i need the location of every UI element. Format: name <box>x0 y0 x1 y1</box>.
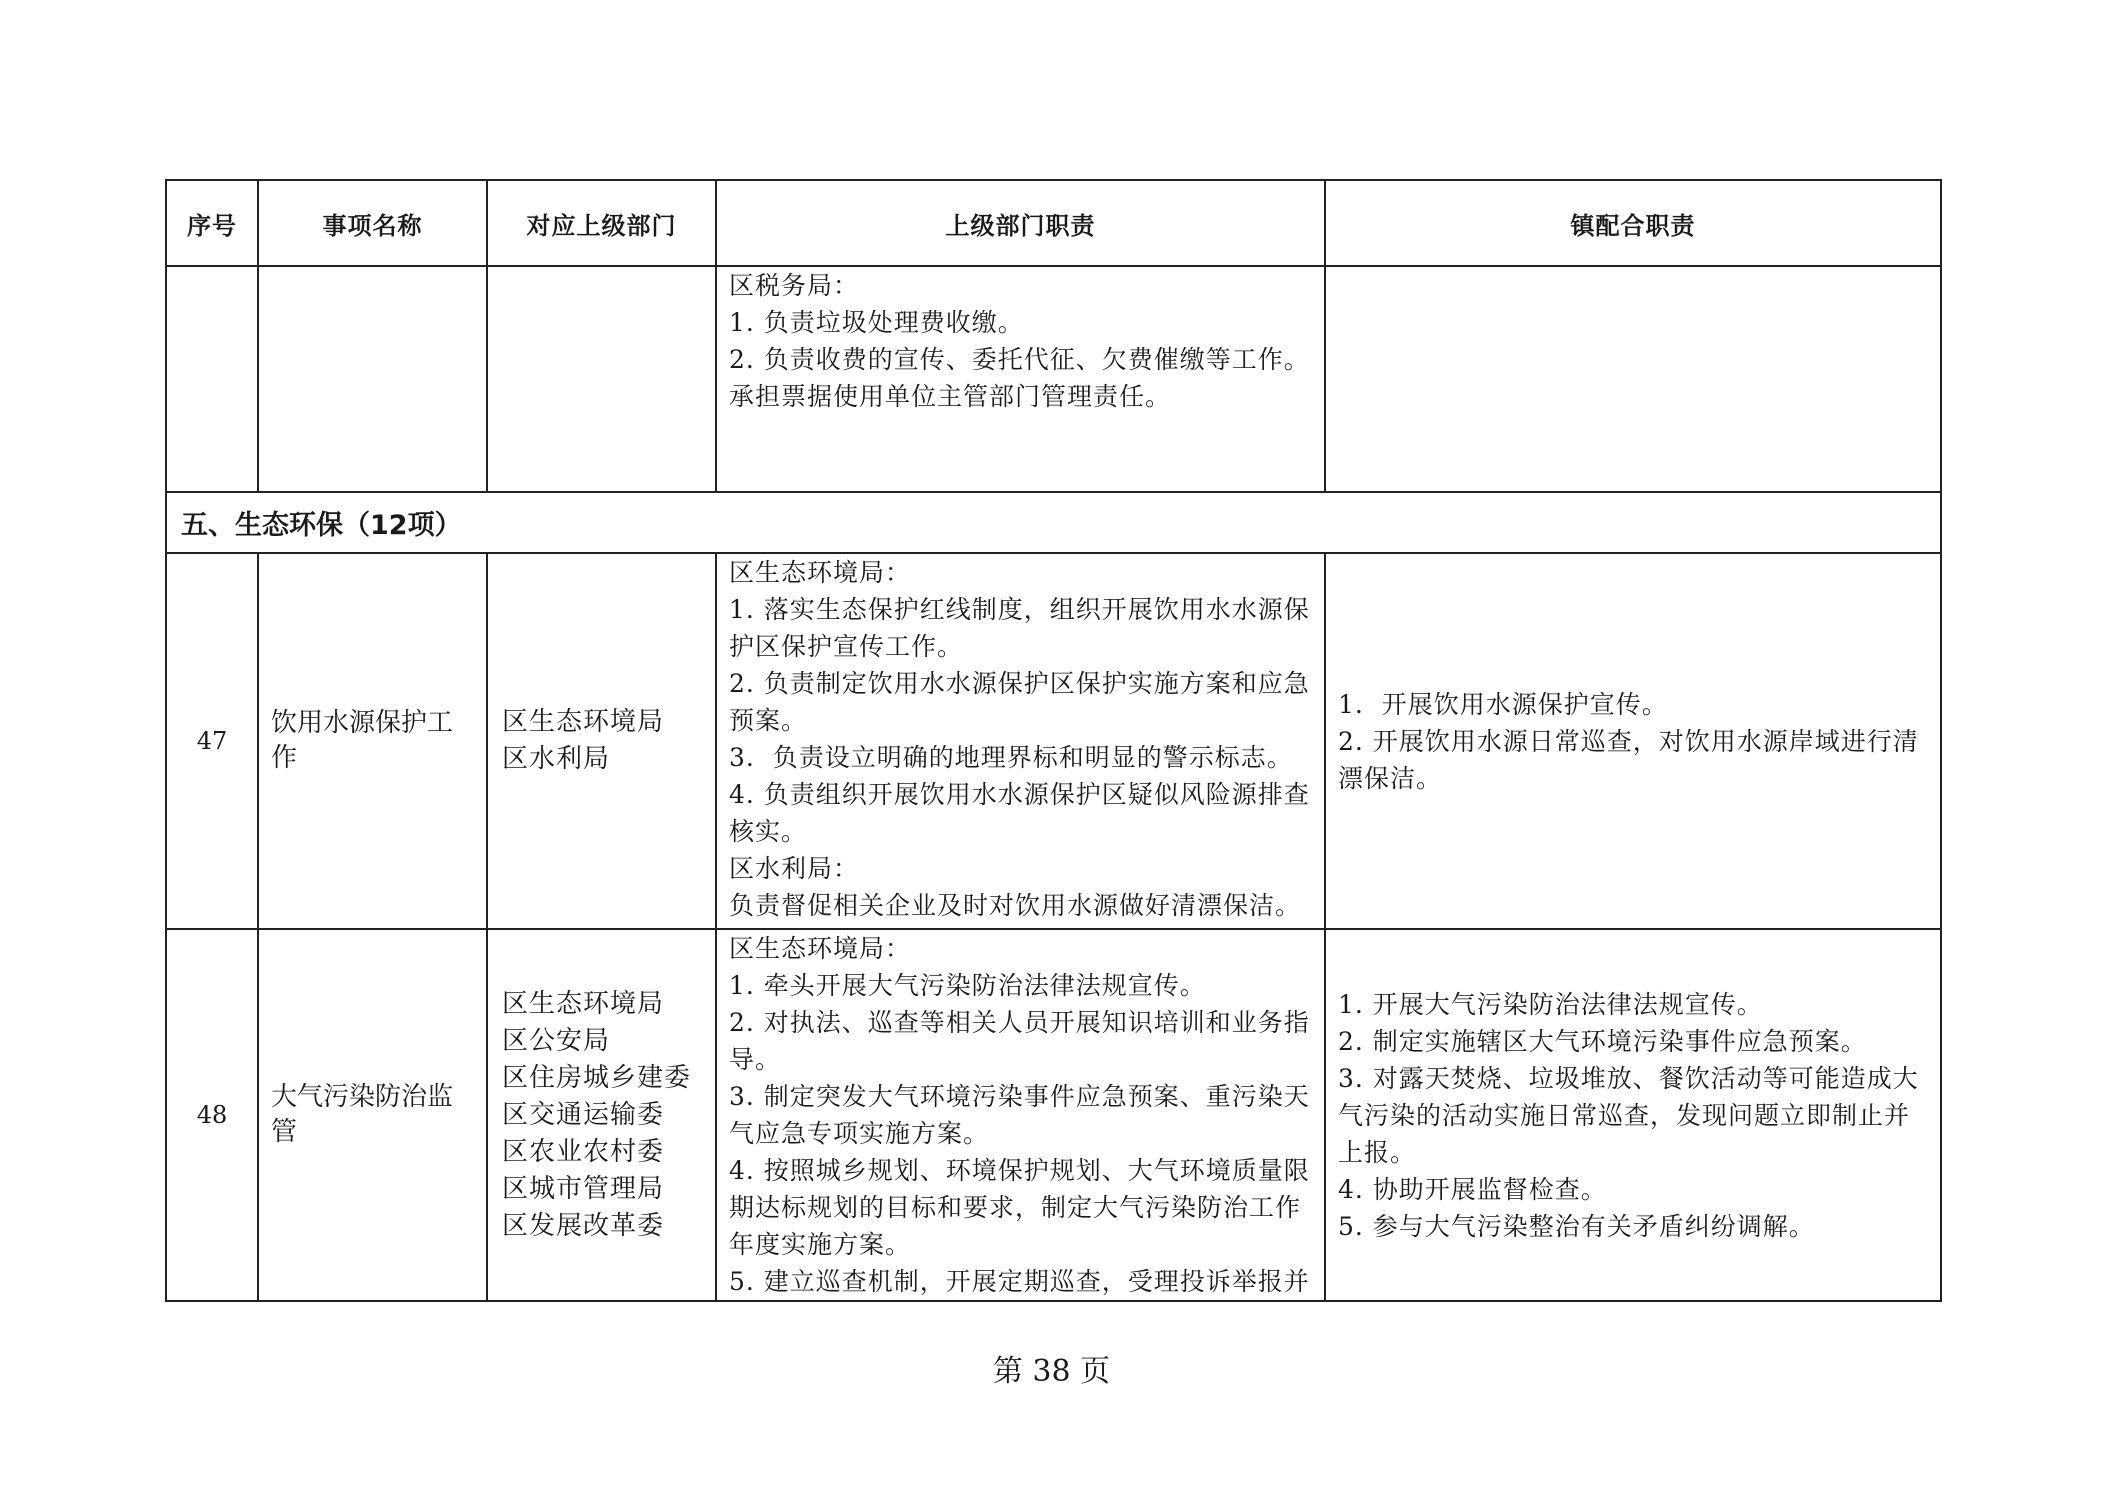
duty-line: 预案。 <box>729 706 808 735</box>
duty-cell <box>716 553 1325 929</box>
town-duty-cell <box>1325 553 1941 929</box>
town-duty-line: 1. 开展饮用水源保护宣传。 <box>1338 689 1668 719</box>
town-duty-line: 1. 开展大气污染防治法律法规宣传。 <box>1338 989 1763 1019</box>
item-name-cell: 饮用水源保护工作 <box>258 553 487 929</box>
header-row <box>166 180 1941 266</box>
duty-line: 区水利局： <box>729 854 860 883</box>
duty-line: 区生态环境局： <box>729 934 912 963</box>
duty-line: 期达标规划的目标和要求，制定大气污染防治工作 <box>729 1193 1302 1222</box>
duty-table <box>165 179 1942 1302</box>
town-duty-cell <box>1325 929 1941 1301</box>
dept-cell <box>487 929 716 1301</box>
duty-line: 4. 负责组织开展饮用水水源保护区疑似风险源排查 <box>729 780 1310 809</box>
duty-line: 护区保护宣传工作。 <box>729 632 964 661</box>
header-cell: 对应上级部门 <box>487 180 716 266</box>
town-duty-line: 2. 开展饮用水源日常巡查，对饮用水源岸域进行清 <box>1338 726 1919 756</box>
item-name-cell <box>258 266 487 492</box>
town-duty-line: 3. 对露天焚烧、垃圾堆放、餐饮活动等可能造成大 <box>1338 1063 1919 1093</box>
town-duty-line: 4. 协助开展监督检查。 <box>1338 1174 1607 1204</box>
duty-line: 2. 对执法、巡查等相关人员开展知识培训和业务指 <box>729 1008 1310 1037</box>
header-cell: 事项名称 <box>258 180 487 266</box>
town-duty-line: 5. 参与大气污染整治有关矛盾纠纷调解。 <box>1338 1211 1815 1241</box>
dept-line: 区交通运输委 <box>502 1099 665 1130</box>
header-cell: 镇配合职责 <box>1325 180 1941 266</box>
duty-line: 4. 按照城乡规划、环境保护规划、大气环境质量限 <box>729 1156 1310 1185</box>
town-duty-line: 上报。 <box>1338 1137 1417 1167</box>
duty-line: 负责督促相关企业及时对饮用水源做好清漂保洁。 <box>729 891 1302 920</box>
duty-cell <box>716 929 1325 1301</box>
duty-line: 核实。 <box>729 817 808 846</box>
duty-line: 3. 制定突发大气环境污染事件应急预案、重污染天 <box>729 1082 1310 1111</box>
dept-line: 区生态环境局 <box>502 707 665 737</box>
section-row <box>166 492 1941 553</box>
dept-line: 区发展改革委 <box>502 1210 665 1241</box>
duty-line: 2. 负责收费的宣传、委托代征、欠费催缴等工作。 <box>729 345 1310 374</box>
number-cell: 47 <box>166 553 258 929</box>
dept-line: 区住房城乡建委 <box>502 1062 692 1093</box>
duty-line: 年度实施方案。 <box>729 1230 912 1259</box>
duty-line: 区税务局： <box>729 271 860 300</box>
duty-line: 1. 负责垃圾处理费收缴。 <box>729 308 1024 337</box>
town-duty-line: 漂保洁。 <box>1338 763 1443 793</box>
duty-line: 承担票据使用单位主管部门管理责任。 <box>729 382 1172 411</box>
duty-line: 1. 牵头开展大气污染防治法律法规宣传。 <box>729 971 1206 1000</box>
town-duty-line: 2. 制定实施辖区大气环境污染事件应急预案。 <box>1338 1026 1867 1056</box>
dept-line: 区公安局 <box>502 1025 611 1056</box>
duty-cell <box>716 266 1325 492</box>
dept-cell <box>487 266 716 492</box>
item-name-cell: 大气污染防治监管 <box>258 929 487 1301</box>
town-duty-cell <box>1325 266 1941 492</box>
header-cell: 上级部门职责 <box>716 180 1325 266</box>
duty-line: 导。 <box>729 1045 782 1074</box>
duty-line: 2. 负责制定饮用水水源保护区保护实施方案和应急 <box>729 669 1310 698</box>
duty-line: 5. 建立巡查机制，开展定期巡查，受理投诉举报并 <box>729 1267 1310 1296</box>
number-cell: 48 <box>166 929 258 1301</box>
duty-line: 3. 负责设立明确的地理界标和明显的警示标志。 <box>729 743 1293 772</box>
dept-line: 区城市管理局 <box>502 1173 665 1204</box>
dept-line: 区农业农村委 <box>502 1136 665 1167</box>
header-cell: 序号 <box>166 180 258 266</box>
table-row <box>166 553 1941 929</box>
duty-line: 1. 落实生态保护红线制度，组织开展饮用水水源保 <box>729 595 1310 624</box>
town-duty-line: 气污染的活动实施日常巡查，发现问题立即制止并 <box>1338 1100 1911 1130</box>
table-row <box>166 266 1941 492</box>
table-row <box>166 929 1941 1301</box>
dept-line: 区水利局 <box>502 744 611 774</box>
duty-line: 气应急专项实施方案。 <box>729 1119 990 1148</box>
dept-cell <box>487 553 716 929</box>
page-number: 第 38 页 <box>992 1354 1111 1389</box>
section-title: 五、生态环保（12项） <box>166 492 1941 553</box>
number-cell <box>166 266 258 492</box>
duty-line: 区生态环境局： <box>729 558 912 587</box>
dept-line: 区生态环境局 <box>502 988 665 1019</box>
